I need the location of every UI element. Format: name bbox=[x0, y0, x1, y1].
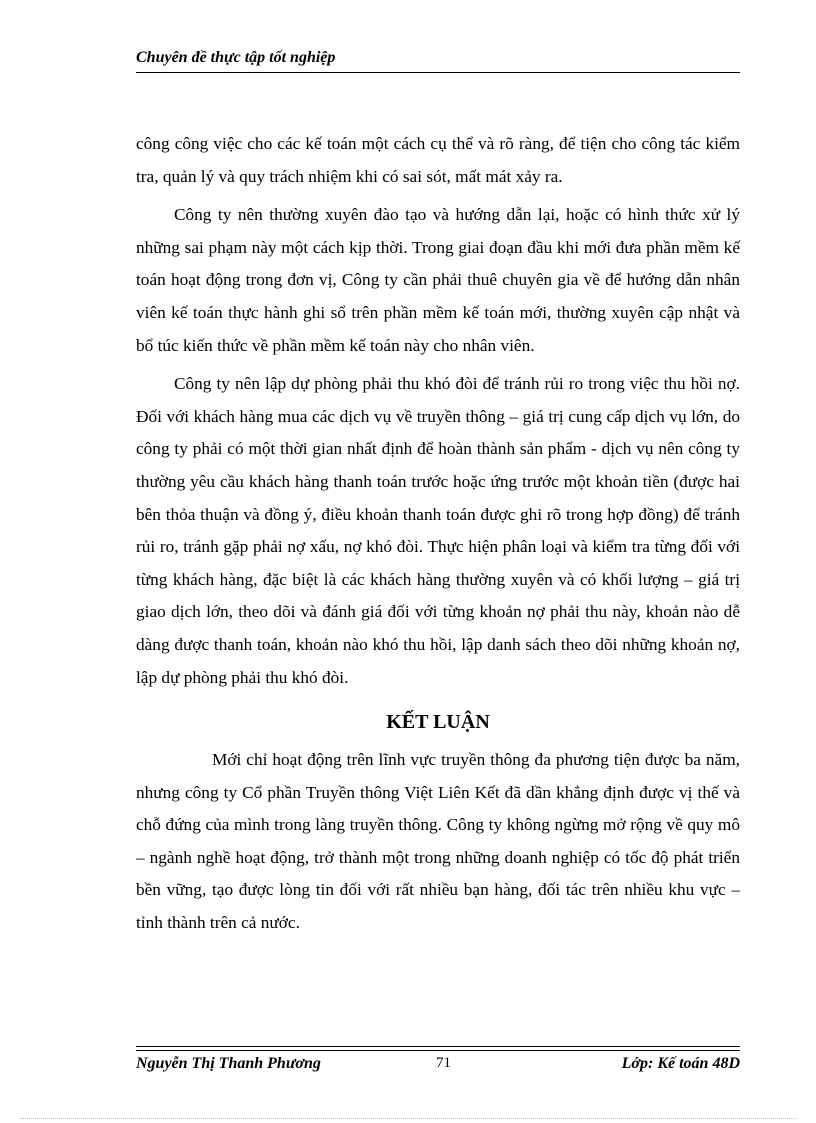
paragraph-3: Công ty nên lập dự phòng phải thu khó đòi để tránh rủi ro trong việc thu hồi nợ. Đối với khách hàng mua các dịch vụ về truyền thông – giá trị cung cấp dịch vụ lớn, do công ty phải có một thời gian nhất định để hoàn thành sản phẩm - dịch vụ nên công ty thường yêu cầu khách hàng thanh toán trước hoặc ứng trước một khoản tiền (được hai bên thỏa thuận và đồng ý, điều khoản thanh toán được ghi rõ trong hợp đồng) để tránh rủi ro, tránh gặp phải nợ xấu, nợ khó đòi. Thực hiện phân loại và kiểm tra từng đối với từng khách hàng, đặc biệt là các khách hàng thường xuyên và có khối lượng – giá trị giao dịch lớn, theo dõi và đánh giá đối với từng khoản nợ phải thu này, khoản nào dễ dàng được thanh toán, khoản nào khó thu hồi, lập danh sách theo dõi những khoản nợ, lập dự phòng phải thu khó đòi. bbox=[136, 374, 740, 687]
paragraph-1: công công việc cho các kế toán một cách cụ thể và rõ ràng, để tiện cho công tác kiểm tra, quản lý và quy trách nhiệm khi có sai sót, mất mát xảy ra. bbox=[136, 134, 740, 186]
page-number: 71 bbox=[436, 1055, 451, 1071]
paragraph-2: Công ty nên thường xuyên đào tạo và hướng dẫn lại, hoặc có hình thức xử lý những sai phạm này một cách kịp thời. Trong giai đoạn đầu khi mới đưa phần mềm kế toán hoạt động trong đơn vị, Công ty cần phải thuê chuyên gia về để hướng dẫn nhân viên kế toán thực hành ghi sổ trên phần mềm kế toán mới, thường xuyên cập nhật và bổ túc kiến thức về phần mềm kế toán này cho nhân viên. bbox=[136, 205, 740, 355]
header-divider bbox=[136, 72, 740, 73]
conclusion-heading: KẾT LUẬN bbox=[386, 711, 490, 734]
footer-divider-bottom bbox=[136, 1050, 740, 1051]
page-header-title: Chuyên đề thực tập tốt nghiệp bbox=[136, 49, 336, 66]
document-body bbox=[136, 128, 740, 940]
conclusion-paragraph: Mới chỉ hoạt động trên lĩnh vực truyền thông đa phương tiện được ba năm, nhưng công ty Cổ phần Truyền thông Việt Liên Kết đã dần khẳng định được vị thế và chỗ đứng của mình trong làng truyền thông. Công ty không ngừng mở rộng về quy mô – ngành nghề hoạt động, trở thành một trong những doanh nghiệp có tốc độ phát triển bền vững, tạo được lòng tin đối với rất nhiều bạn hàng, đối tác trên nhiều khu vực – tỉnh thành trên cả nước. bbox=[136, 750, 740, 933]
page-edge-divider bbox=[20, 1118, 796, 1119]
footer-author: Nguyễn Thị Thanh Phương bbox=[136, 1055, 321, 1072]
footer-divider-top bbox=[136, 1046, 740, 1047]
page-footer bbox=[136, 1055, 740, 1077]
footer-class: Lớp: Kế toán 48D bbox=[621, 1055, 740, 1072]
